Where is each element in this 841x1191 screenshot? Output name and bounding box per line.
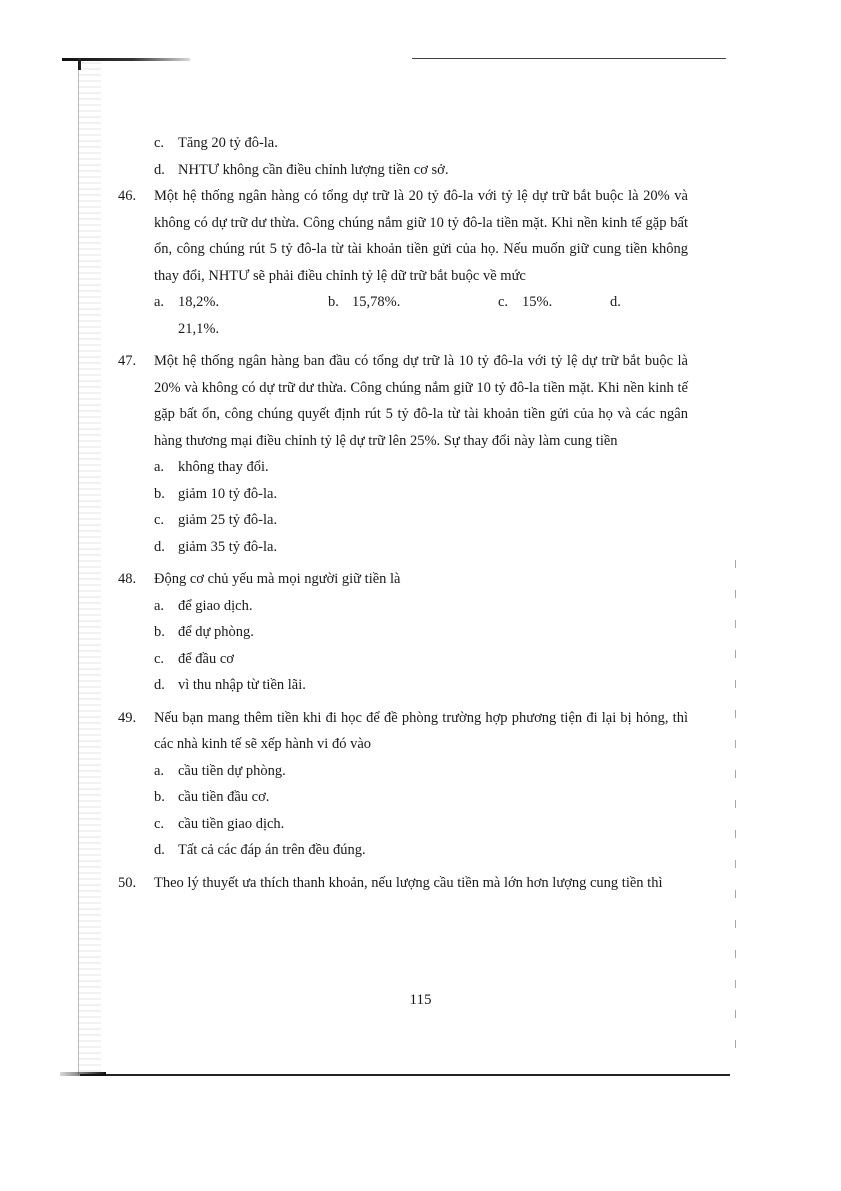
question-text: Một hệ thống ngân hàng ban đầu có tổng dự trữ là 10 tỷ đô-la với tỷ lệ dự trữ bắt buộc là 20% và không có dự trữ dư thừa. Công chúng nắm giữ 10 tỷ đô-la tiền mặt. Khi nền kinh tế gặp bất ổn, công chúng quyết định rút 5 tỷ đô-la từ tài khoản tiền gửi của họ và các ngân hàng thương mại điều chỉnh tỷ lệ dự trữ lên 25%. Sự thay đổi này làm cung tiền [154, 353, 688, 449]
option-c-prev: c. Tăng 20 tỷ đô-la. [154, 135, 278, 151]
scan-edge-top-left [62, 58, 190, 61]
scan-edge-bottom [80, 1074, 730, 1076]
question-50 [118, 870, 688, 897]
question-text: Một hệ thống ngân hàng có tổng dự trữ là 20 tỷ đô-la với tỷ lệ dự trữ bắt buộc là 20% và không có dự trữ dư thừa. Công chúng nắm giữ 10 tỷ đô-la tiền mặt. Khi nền kinh tế gặp bất ổn, công chúng rút 5 tỷ đô-la từ tài khoản tiền gửi của họ. Nếu muốn giữ cung tiền không thay đổi, NHTƯ sẽ phải điều chỉnh tỷ lệ dữ trữ bắt buộc về mức [154, 188, 688, 284]
question-text: Nếu bạn mang thêm tiền khi đi học để đề phòng trường hợp phương tiện đi lại bị hỏng, thì các nhà kinh tế sẽ xếp hành vi đó vào [154, 709, 688, 752]
question-46-options [118, 289, 688, 316]
option-d: d. Tất cả các đáp án trên đều đúng. [154, 842, 366, 858]
option-d: d. [610, 294, 621, 310]
option-c: c. cầu tiền giao dịch. [154, 815, 285, 832]
option-c: c. giảm 25 tỷ đô-la. [154, 512, 278, 528]
question-49 [118, 705, 688, 758]
option-a: a. cầu tiền dự phòng. [154, 762, 286, 779]
scan-edge-bottom-left [60, 1072, 106, 1076]
option-a: a. không thay đổi. [154, 459, 269, 475]
option-a: a. 18,2%. [154, 294, 220, 310]
question-number: 48. [118, 571, 137, 587]
question-number: 50. [118, 874, 137, 891]
question-text: Theo lý thuyết ưa thích thanh khoản, nếu lượng cầu tiền mà lớn hơn lượng cung tiền thì [154, 874, 663, 891]
question-number: 47. [118, 353, 137, 369]
question-text: Động cơ chủ yếu mà mọi người giữ tiền là [154, 571, 401, 587]
option-c: c. để đầu cơ [154, 650, 234, 667]
question-48 [118, 566, 688, 593]
question-number: 46. [118, 188, 137, 204]
option-b: b. để dự phòng. [154, 624, 254, 640]
question-number: 49. [118, 709, 137, 726]
question-47 [118, 348, 688, 454]
option-b: b. giảm 10 tỷ đô-la. [154, 485, 278, 502]
option-d-prev: d. NHTƯ không cần điều chỉnh lượng tiền cơ sở. [154, 161, 449, 178]
scan-edge-top-right [412, 58, 726, 59]
option-d: d. giảm 35 tỷ đô-la. [154, 538, 278, 555]
page-number: 115 [409, 992, 432, 1008]
option-b: b. 15,78%. [328, 294, 401, 310]
scan-edge-left [78, 62, 101, 1074]
question-46 [118, 183, 688, 289]
page-content [118, 130, 688, 896]
option-c: c. 15%. [498, 294, 553, 310]
option-d: d. vì thu nhập từ tiền lãi. [154, 677, 306, 693]
option-d-value: 21,1%. [178, 320, 220, 337]
option-a: a. để giao dịch. [154, 597, 253, 614]
option-b: b. cầu tiền đầu cơ. [154, 789, 270, 805]
